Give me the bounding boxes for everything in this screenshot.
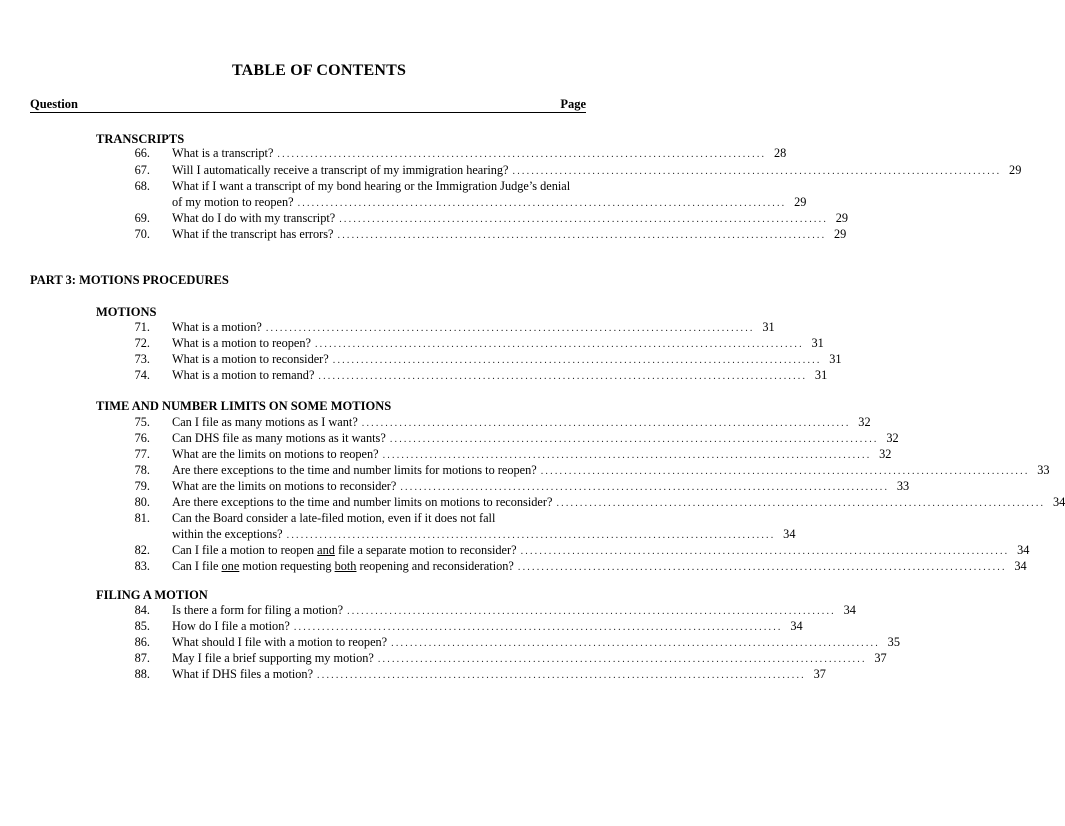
entry-question: Can DHS file as many motions as it wants?	[172, 431, 386, 445]
entry-page: 34	[1014, 559, 1027, 573]
entry-page: 35	[887, 635, 900, 649]
dot-leader: ........................................................................................................	[314, 339, 804, 350]
entry-page: 32	[858, 415, 871, 429]
part-heading: PART 3: MOTIONS PROCEDURES	[30, 273, 229, 287]
toc-entry[interactable]	[0, 351, 842, 368]
entry-page: 31	[811, 336, 824, 350]
toc-entry[interactable]	[0, 367, 828, 384]
entry-page: 34	[843, 603, 856, 617]
entry-page: 33	[1037, 463, 1050, 477]
entry-number: 75.	[134, 415, 150, 429]
entry-question: What are the limits on motions to reconsider?	[172, 479, 397, 493]
dot-leader: ........................................................................................................	[556, 498, 1046, 509]
dot-leader: ........................................................................................................	[389, 434, 879, 445]
section-heading-transcripts: TRANSCRIPTS	[96, 132, 185, 146]
section-heading-motions: MOTIONS	[96, 305, 157, 319]
dot-leader: ........................................................................................................	[297, 198, 787, 209]
toc-entry[interactable]	[0, 650, 887, 667]
entry-page: 31	[762, 320, 775, 334]
entry-number: 88.	[134, 667, 150, 681]
toc-entry[interactable]	[0, 462, 1050, 479]
entry-question-part: reopening and reconsideration?	[359, 559, 514, 573]
entry-page: 29	[794, 195, 807, 209]
dot-leader: ........................................................................................................	[517, 562, 1007, 573]
underlined-word: one	[221, 559, 240, 573]
entry-question: Will I automatically receive a transcript of my immigration hearing?	[172, 163, 509, 177]
entry-number: 70.	[134, 227, 150, 241]
dot-leader: ........................................................................................................	[286, 530, 776, 541]
dot-leader: ........................................................................................................	[377, 654, 867, 665]
toc-entry[interactable]	[0, 226, 847, 243]
column-header-question: Question	[30, 97, 78, 111]
entry-page: 37	[813, 667, 826, 681]
entry-page: 34	[790, 619, 803, 633]
entry-number: 69.	[134, 211, 150, 225]
toc-entry[interactable]	[0, 542, 1030, 559]
entry-page: 34	[783, 527, 796, 541]
entry-number: 81.	[134, 511, 150, 525]
entry-number: 79.	[134, 479, 150, 493]
dot-leader: ........................................................................................................	[293, 622, 783, 633]
entry-number: 87.	[134, 651, 150, 665]
entry-question-part: file a separate motion to reconsider?	[337, 543, 517, 557]
entry-number: 86.	[134, 635, 150, 649]
entry-question: What are the limits on motions to reopen?	[172, 447, 379, 461]
dot-leader: ........................................................................................................	[382, 450, 872, 461]
entry-number: 67.	[134, 163, 150, 177]
entry-question: How do I file a motion?	[172, 619, 290, 633]
entry-number: 73.	[134, 352, 150, 366]
toc-entry-continuation[interactable]	[0, 194, 807, 211]
section-heading-time-limits: TIME AND NUMBER LIMITS ON SOME MOTIONS	[96, 399, 392, 413]
section-heading-filing: FILING A MOTION	[96, 588, 208, 602]
entry-question: Are there exceptions to the time and number limits for motions to reopen?	[172, 463, 537, 477]
entry-number: 71.	[134, 320, 150, 334]
toc-entry[interactable]	[0, 666, 826, 683]
dot-leader: ........................................................................................................	[512, 166, 1002, 177]
entry-page: 29	[835, 211, 849, 225]
entry-page: 34	[1017, 543, 1030, 557]
entry-question-part: Can I file a motion to reopen	[172, 543, 315, 557]
dot-leader: ........................................................................................................	[317, 670, 806, 681]
entry-page: 29	[1009, 163, 1022, 177]
entry-page: 34	[1052, 495, 1065, 509]
toc-entry[interactable]	[0, 618, 803, 635]
dot-leader: ........................................................................................................	[318, 371, 808, 382]
underlined-word: and	[317, 543, 335, 557]
toc-entry[interactable]	[0, 178, 638, 195]
entry-question: Is there a form for filing a motion?	[172, 603, 344, 617]
toc-entry[interactable]	[0, 634, 900, 651]
entry-number: 80.	[134, 495, 150, 509]
column-header-page: Page	[560, 97, 586, 111]
toc-entry[interactable]	[0, 602, 856, 619]
entry-page: 33	[896, 479, 910, 493]
toc-entry[interactable]	[0, 446, 892, 463]
entry-question: Are there exceptions to the time and number limits on motions to reconsider?	[172, 495, 553, 509]
entry-question: Can the Board consider a late-filed motion, even if it does not fall	[172, 511, 496, 525]
toc-entry[interactable]	[0, 319, 775, 336]
entry-question: What do I do with my transcript?	[172, 211, 336, 225]
toc-entry[interactable]	[0, 558, 1027, 575]
dot-leader: ........................................................................................................	[265, 323, 755, 334]
entry-question-part: motion requesting	[242, 559, 332, 573]
entry-number: 74.	[134, 368, 150, 382]
entry-page: 31	[829, 352, 842, 366]
entry-question-part: Can I file	[172, 559, 219, 573]
dot-leader: ........................................................................................................	[347, 606, 836, 617]
entry-number: 68.	[134, 179, 150, 193]
entry-question: What is a motion to reconsider?	[172, 352, 329, 366]
toc-entry[interactable]	[0, 510, 638, 527]
entry-question: What is a motion to reopen?	[172, 336, 311, 350]
entry-number: 76.	[134, 431, 150, 445]
entry-question-continued: within the exceptions?	[172, 527, 283, 541]
dot-leader: ........................................................................................................	[277, 149, 767, 160]
entry-number: 77.	[134, 447, 150, 461]
underlined-word: both	[334, 559, 357, 573]
entry-page: 28	[773, 146, 787, 160]
dot-leader: ........................................................................................................	[391, 638, 880, 649]
entry-page: 29	[834, 227, 847, 241]
entry-question-continued: of my motion to reopen?	[172, 195, 294, 209]
entry-question: May I file a brief supporting my motion?	[172, 651, 374, 665]
dot-leader: ........................................................................................................	[361, 418, 851, 429]
entry-question: What is a motion to remand?	[172, 368, 315, 382]
entry-number: 85.	[134, 619, 150, 633]
entry-page: 32	[879, 447, 892, 461]
entry-question: What should I file with a motion to reopen?	[172, 635, 388, 649]
entry-question: What if the transcript has errors?	[172, 227, 334, 241]
entry-question: What is a motion?	[172, 320, 262, 334]
dot-leader: ........................................................................................................	[400, 482, 890, 493]
toc-entry[interactable]	[0, 494, 1065, 511]
entry-question: What is a transcript?	[172, 146, 274, 160]
entry-number: 72.	[134, 336, 150, 350]
header-rule	[30, 112, 586, 113]
toc-entry[interactable]	[0, 430, 899, 447]
entry-number: 84.	[134, 603, 150, 617]
entry-question	[172, 542, 517, 559]
toc-entry[interactable]	[0, 478, 910, 495]
dot-leader: ........................................................................................................	[339, 214, 829, 225]
entry-question: What if DHS files a motion?	[172, 667, 314, 681]
toc-entry[interactable]	[0, 145, 787, 162]
entry-question: What if I want a transcript of my bond hearing or the Immigration Judge’s denial	[172, 179, 571, 193]
toc-entry[interactable]	[0, 162, 1022, 179]
entry-number: 66.	[134, 146, 150, 160]
entry-number: 82.	[134, 543, 150, 557]
dot-leader: ........................................................................................................	[337, 230, 827, 241]
toc-entry[interactable]	[0, 414, 871, 431]
dot-leader: ........................................................................................................	[520, 546, 1010, 557]
dot-leader: ........................................................................................................	[540, 466, 1030, 477]
entry-page: 37	[874, 651, 887, 665]
toc-entry-continuation[interactable]	[0, 526, 796, 543]
toc-entry[interactable]	[0, 335, 824, 352]
entry-page: 31	[814, 368, 828, 382]
entry-question	[172, 558, 514, 575]
entry-number: 78.	[134, 463, 150, 477]
entry-page: 32	[886, 431, 899, 445]
entry-number: 83.	[134, 559, 150, 573]
toc-entry[interactable]	[0, 210, 849, 227]
page-title: TABLE OF CONTENTS	[231, 62, 407, 79]
entry-question: Can I file as many motions as I want?	[172, 415, 358, 429]
dot-leader: ........................................................................................................	[332, 355, 822, 366]
